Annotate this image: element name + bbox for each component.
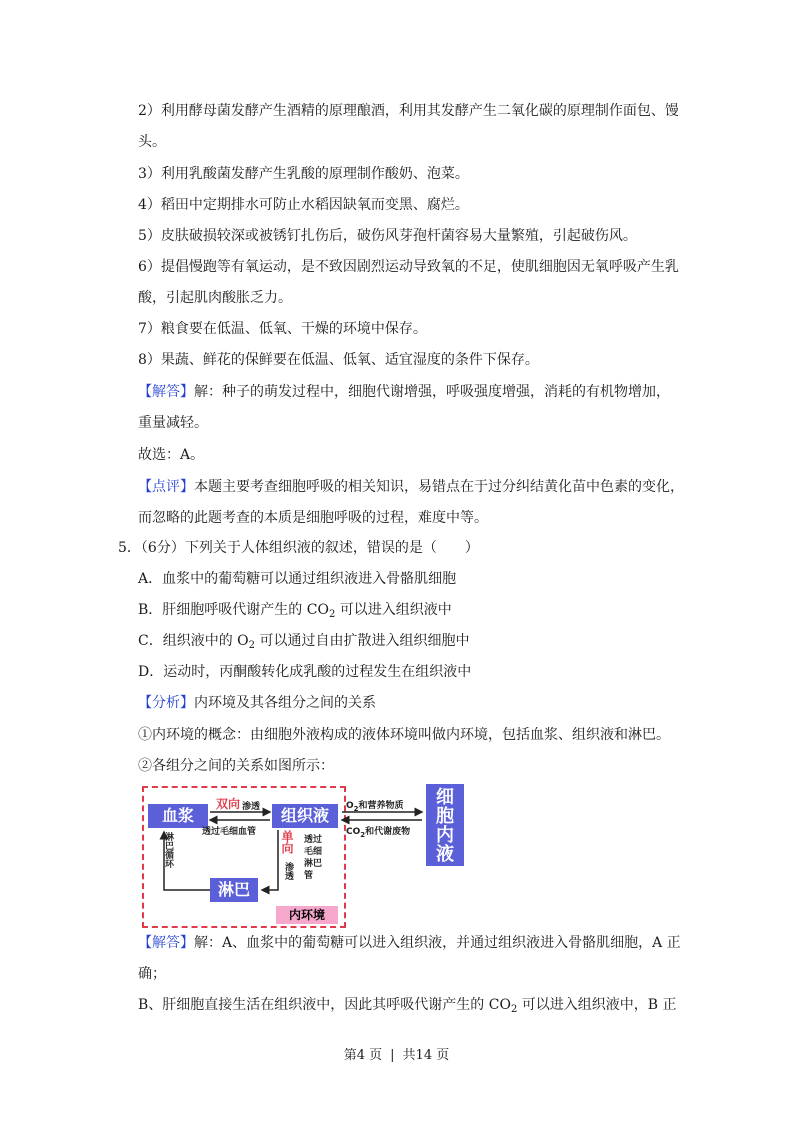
- text-line: ①内环境的概念：由细胞外液构成的液体环境叫做内环境，包括血浆、组织液和淋巴。: [138, 727, 670, 743]
- option-a: A．血浆中的葡萄糖可以通过组织液进入骨骼肌细胞: [138, 571, 457, 587]
- through-capillary-label: 透过毛细血管: [202, 827, 257, 837]
- answer-tag: 【解答】: [138, 384, 194, 400]
- text-line: 3）利用乳酸菌发酵产生乳酸的原理制作酸奶、泡菜。: [138, 166, 469, 182]
- text-line: 2）利用酵母菌发酵产生酒精的原理酿酒，利用其发酵产生二氧化碳的原理制作面包、馒: [138, 103, 679, 119]
- option-c: C．组织液中的 $O_2$ 可以通过自由扩散进入组织细胞中: [138, 633, 470, 651]
- footer-separator: |: [390, 1048, 395, 1063]
- text-line: 头。: [138, 134, 166, 150]
- analysis-heading: 【分析】内环境及其各组分之间的关系: [138, 695, 376, 711]
- text-line: B、肝细胞直接生活在组织液中，因此其呼吸代谢产生的 $CO_2$ 可以进入组织液中，B 正: [138, 997, 677, 1015]
- answer-paragraph: [138, 382, 670, 402]
- text-line: 4）稻田中定期排水可防止水稻因缺氧而变黑、腐烂。: [138, 197, 469, 213]
- question-stem: 5．（6分）下列关于人体组织液的叙述，错误的是（ ）: [118, 540, 479, 556]
- two-way-label: 双向: [216, 797, 241, 811]
- total-pages: 共14 页: [402, 1048, 450, 1063]
- lymph-node: 淋巴: [210, 878, 258, 902]
- one-way-label: 单向: [280, 830, 294, 854]
- comment-paragraph: [138, 477, 684, 497]
- text-line: 重量减轻。: [138, 415, 208, 431]
- o2-nutrients-label: $O_2$和营养物质: [346, 801, 404, 813]
- internal-environment-label: 内环境: [276, 906, 338, 924]
- one-way-seep-label: 渗透: [283, 862, 293, 880]
- text-line: 确；: [138, 966, 166, 982]
- comment-text: 本题主要考查细胞呼吸的相关知识，易错点在于过分纠结黄化苗中色素的变化，: [194, 479, 684, 495]
- text-line: 7）粮食要在低温、低氧、干燥的环境中保存。: [138, 321, 427, 337]
- solution-paragraph: 【解答】解：A、血浆中的葡萄糖可以进入组织液，并通过组织液进入骨骼肌细胞，A 正: [138, 935, 681, 951]
- lymph-circulation-label: 淋巴循环: [163, 832, 173, 868]
- text-line: 6）提倡慢跑等有氧运动，是不致因剧烈运动导致氧的不足，使肌细胞因无氧呼吸产生乳: [138, 259, 679, 275]
- page-footer: [0, 1044, 793, 1063]
- text-line: 而忽略的此题考查的本质是细胞呼吸的过程，难度中等。: [138, 510, 488, 526]
- text-line: 5）皮肤破损较深或被锈钉扎伤后，破伤风芽孢杆菌容易大量繁殖，引起破伤风。: [138, 228, 637, 244]
- tissue-fluid-node: 组织液: [272, 804, 338, 828]
- seep-label: 渗透: [242, 802, 261, 812]
- option-d: D．运动时，丙酮酸转化成乳酸的过程发生在组织液中: [138, 664, 472, 680]
- answer-text: 解：种子的萌发过程中，细胞代谢增强，呼吸强度增强，消耗的有机物增加，: [194, 384, 670, 400]
- text-line: 酸，引起肌肉酸胀乏力。: [138, 290, 292, 306]
- page-number: 第4 页: [343, 1048, 383, 1063]
- internal-environment-diagram: [140, 782, 470, 928]
- through-lymph-label: 透过毛细淋巴管: [304, 835, 323, 881]
- solution-tag: 【解答】: [138, 935, 194, 951]
- analysis-tag: 【分析】: [138, 695, 194, 711]
- plasma-node: 血浆: [148, 804, 208, 828]
- comment-tag: 【点评】: [138, 479, 194, 495]
- option-b: B．肝细胞呼吸代谢产生的 $CO_2$ 可以进入组织液中: [138, 602, 452, 620]
- text-line: 8）果蔬、鲜花的保鲜要在低温、低氧、适宜湿度的条件下保存。: [138, 352, 539, 368]
- text-line: 故选：A。: [138, 447, 205, 463]
- text-line: ②各组分之间的关系如图所示：: [138, 758, 334, 774]
- intracellular-fluid-node: 细 胞 内 液: [426, 784, 464, 866]
- co2-waste-label: $CO_2$和代谢废物: [346, 827, 411, 839]
